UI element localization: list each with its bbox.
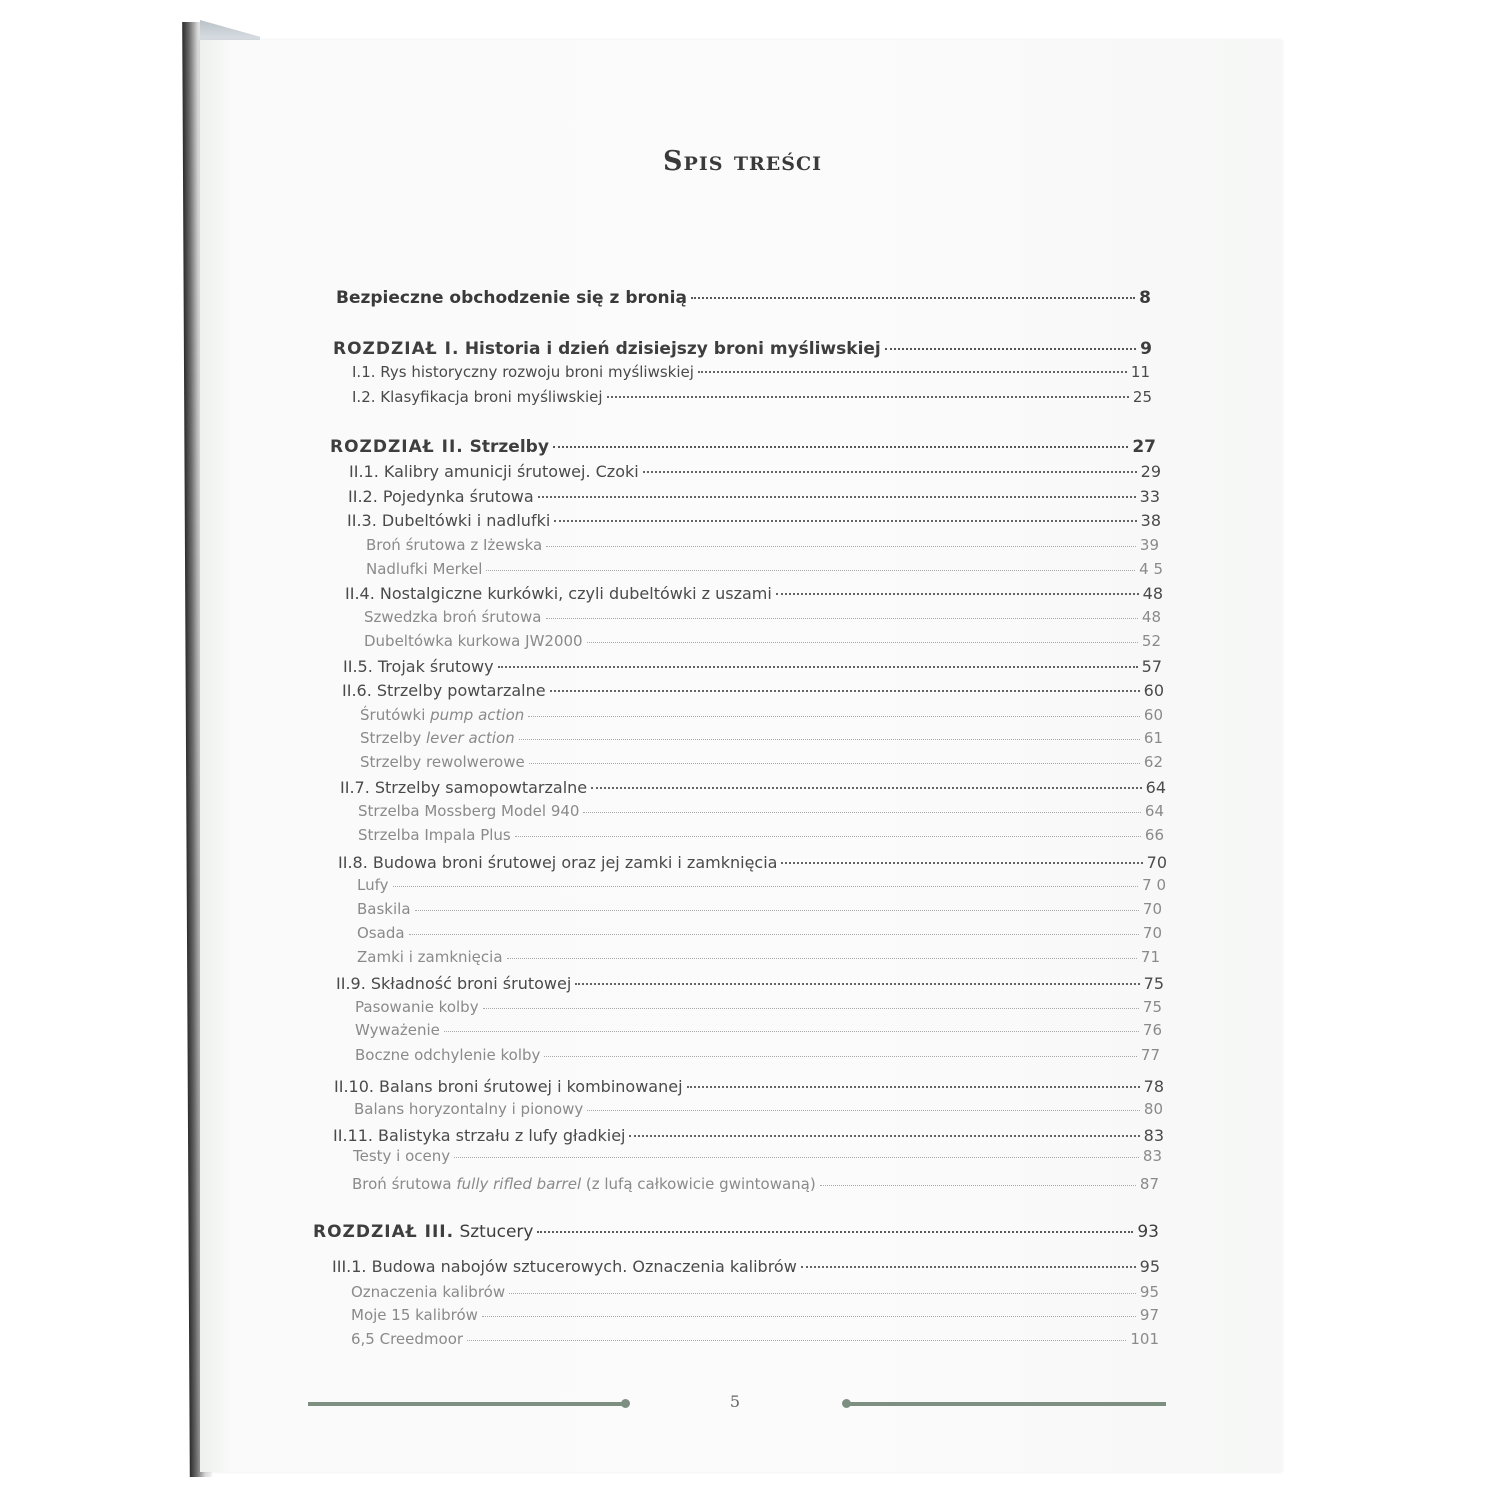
toc-subsection[interactable]: Pasowanie kolby 75 [355, 998, 1162, 1016]
toc-subsection[interactable]: Lufy 7 0 [357, 876, 1166, 894]
toc-subsection[interactable]: Dubeltówka kurkowa JW2000 52 [364, 632, 1161, 650]
toc-section-2-3[interactable]: II.3. Dubeltówki i nadlufki 38 [347, 511, 1161, 530]
toc-subsection[interactable]: Broń śrutowa fully rifled barrel (z lufą całkowicie gwintowaną) 87 [352, 1175, 1159, 1193]
toc-subsection[interactable]: Śrutówki pump action 60 [360, 706, 1163, 724]
toc-subsection[interactable]: Boczne odchylenie kolby 77 [355, 1046, 1160, 1064]
toc-subsection[interactable]: Moje 15 kalibrów 97 [351, 1306, 1159, 1324]
toc-subsection[interactable]: Balans horyzontalny i pionowy 80 [354, 1100, 1163, 1118]
toc-section-2-7[interactable]: II.7. Strzelby samopowtarzalne 64 [340, 778, 1166, 797]
footer-rule-left [308, 1402, 626, 1406]
toc-section-2-11[interactable]: II.11. Balistyka strzału z lufy gładkiej 83 [333, 1126, 1164, 1145]
toc-section-2-1[interactable]: II.1. Kalibry amunicji śrutowej. Czoki 29 [349, 462, 1161, 481]
toc-entry-intro[interactable]: Bezpieczne obchodzenie się z bronią 8 [336, 288, 1151, 308]
toc-section-1-2[interactable]: I.2. Klasyfikacja broni myśliwskiej 25 [352, 388, 1152, 406]
toc-subsection[interactable]: Strzelby lever action 61 [360, 729, 1163, 747]
toc-subsection[interactable]: Strzelba Mossberg Model 940 64 [358, 802, 1164, 820]
toc-subsection[interactable]: Baskila 70 [357, 900, 1162, 918]
toc-section-2-8[interactable]: II.8. Budowa broni śrutowej oraz jej zamki i zamknięcia 70 [338, 853, 1167, 872]
footer-rule-right [846, 1402, 1166, 1406]
toc-section-2-4[interactable]: II.4. Nostalgiczne kurkówki, czyli dubeltówki z uszami 48 [345, 584, 1163, 603]
toc-subsection[interactable]: Osada 70 [357, 924, 1162, 942]
toc-subsection[interactable]: Broń śrutowa z Iżewska 39 [366, 536, 1159, 554]
toc-section-2-9[interactable]: II.9. Składność broni śrutowej 75 [336, 974, 1164, 993]
toc-subsection[interactable]: 6,5 Creedmoor 101 [351, 1330, 1159, 1348]
page-title: Spis treści [663, 146, 822, 177]
toc-section-3-1[interactable]: III.1. Budowa nabojów sztucerowych. Oznaczenia kalibrów 95 [332, 1257, 1160, 1276]
toc-subsection[interactable]: Zamki i zamknięcia 71 [357, 948, 1160, 966]
page-number: 5 [729, 1392, 741, 1411]
toc-chapter-3[interactable]: ROZDZIAŁ III. Sztucery 93 [313, 1222, 1159, 1242]
toc-section-2-5[interactable]: II.5. Trojak śrutowy 57 [343, 657, 1162, 676]
toc-section-2-6[interactable]: II.6. Strzelby powtarzalne 60 [342, 681, 1164, 700]
toc-subsection[interactable]: Nadlufki Merkel 4 5 [366, 560, 1163, 578]
footer-ornament-left [621, 1399, 630, 1408]
toc-subsection[interactable]: Strzelby rewolwerowe 62 [360, 753, 1163, 771]
toc-section-2-2[interactable]: II.2. Pojedynka śrutowa 33 [348, 487, 1160, 506]
toc-chapter-1[interactable]: ROZDZIAŁ I. Historia i dzień dzisiejszy broni myśliwskiej 9 [333, 339, 1152, 359]
toc-subsection[interactable]: Strzelba Impala Plus 66 [358, 826, 1164, 844]
toc-subsection[interactable]: Testy i oceny 83 [353, 1147, 1162, 1165]
toc-chapter-2[interactable]: ROZDZIAŁ II. Strzelby 27 [330, 437, 1156, 457]
toc-section-2-10[interactable]: II.10. Balans broni śrutowej i kombinowanej 78 [334, 1077, 1164, 1096]
toc-subsection[interactable]: Oznaczenia kalibrów 95 [351, 1283, 1159, 1301]
toc-subsection[interactable]: Wyważenie 76 [355, 1021, 1162, 1039]
toc-section-1-1[interactable]: I.1. Rys historyczny rozwoju broni myśliwskiej 11 [352, 363, 1150, 381]
toc-subsection[interactable]: Szwedzka broń śrutowa 48 [364, 608, 1161, 626]
